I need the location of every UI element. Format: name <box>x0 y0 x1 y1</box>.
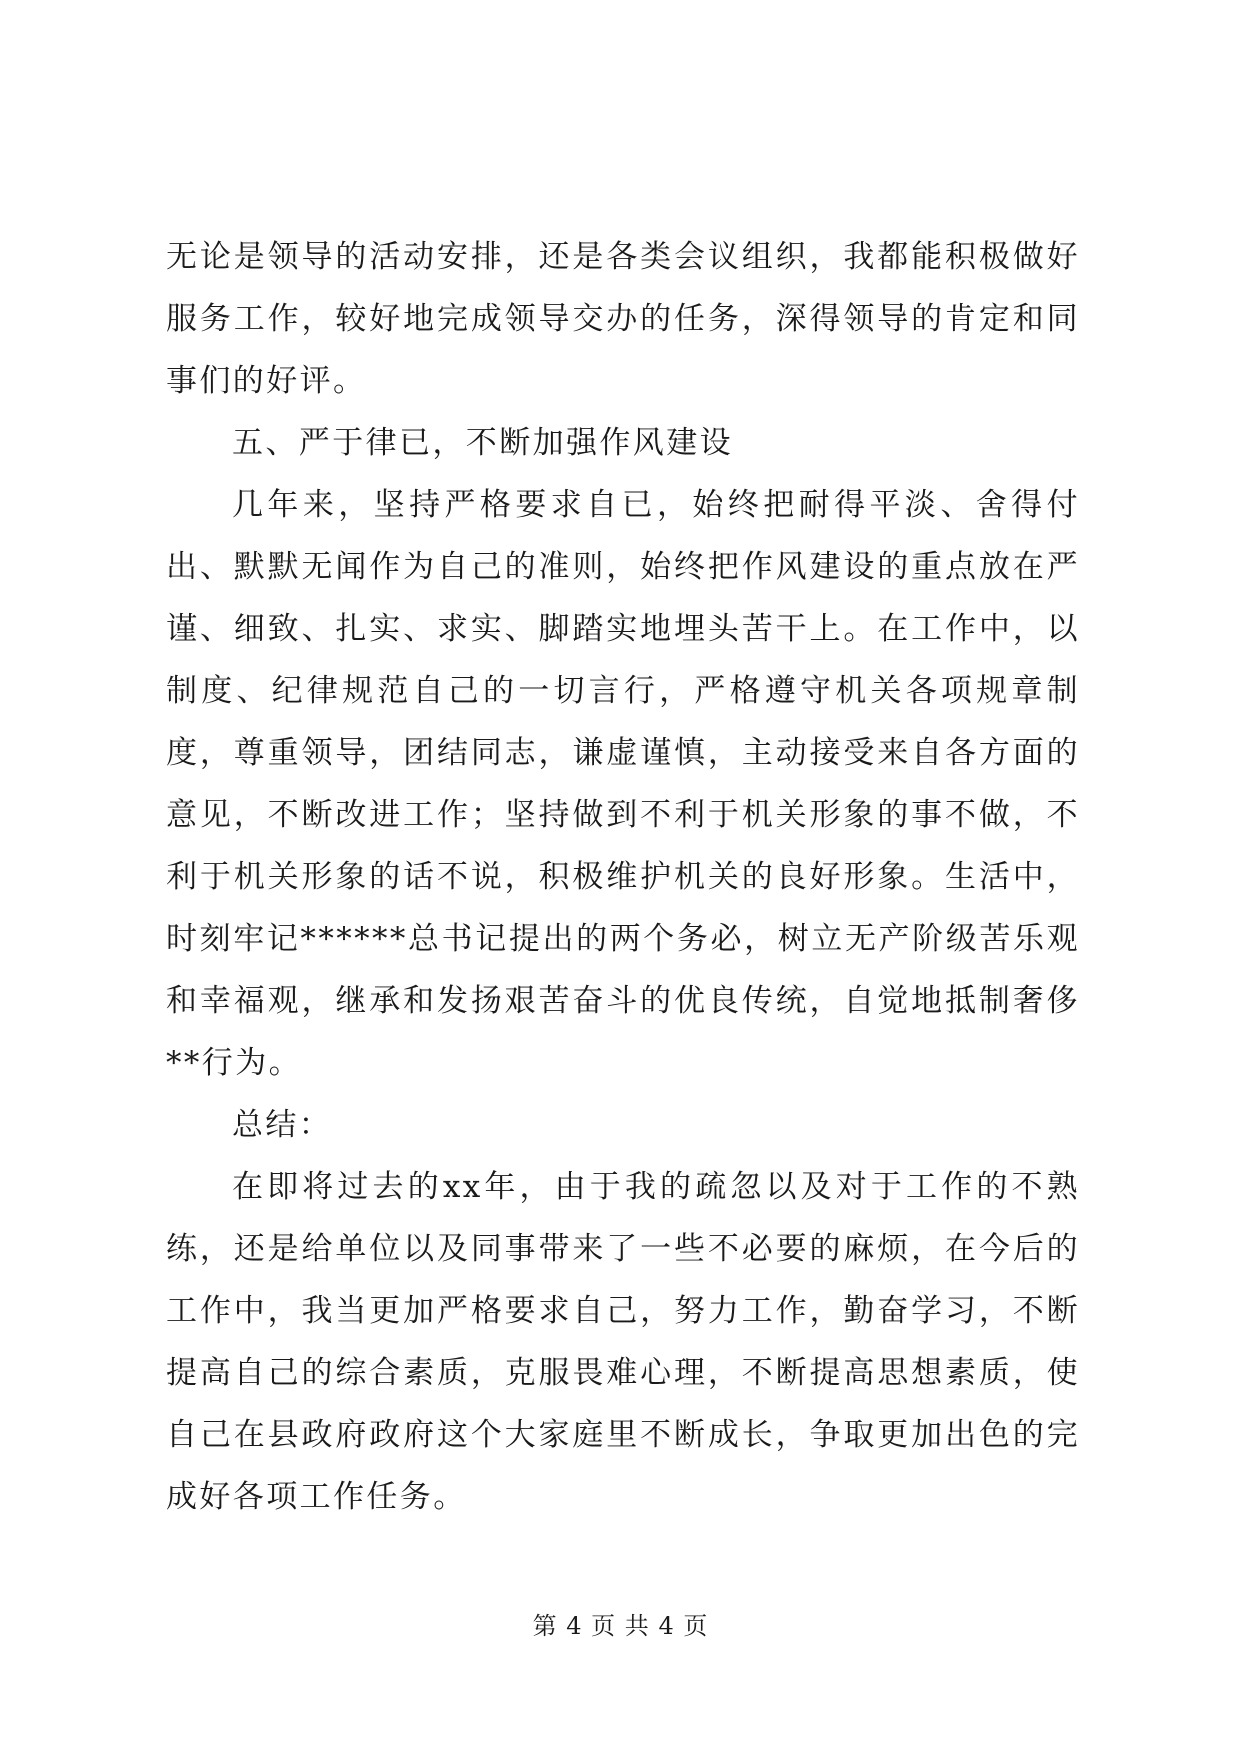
page-footer: 第 4 页 共 4 页 <box>532 1612 709 1640</box>
document-body <box>166 226 1080 1528</box>
paragraph-service-work: 无论是领导的活动安排，还是各类会议组织，我都能积极做好服务工作，较好地完成领导交办的任务，深得领导的肯定和同事们的好评。 <box>166 239 1080 399</box>
summary-heading: 总结： <box>232 1107 333 1143</box>
paragraph-summary: 在即将过去的xx年，由于我的疏忽以及对于工作的不熟练，还是给单位以及同事带来了一些不必要的麻烦，在今后的工作中，我当更加严格要求自己，努力工作，勤奋学习，不断提高自己的综合素质，克服畏难心理，不断提高思想素质，使自己在县政府政府这个大家庭里不断成长，争取更加出色的完成好各项工作任务。 <box>166 1169 1080 1515</box>
paragraph-work-style: 几年来，坚持严格要求自已，始终把耐得平淡、舍得付出、默默无闻作为自己的准则，始终把作风建设的重点放在严谨、细致、扎实、求实、脚踏实地埋头苦干上。在工作中，以制度、纪律规范自己的一切言行，严格遵守机关各项规章制度，尊重领导，团结同志，谦虚谨慎，主动接受来自各方面的意见，不断改进工作；坚持做到不利于机关形象的事不做，不利于机关形象的话不说，积极维护机关的良好形象。生活中，时刻牢记******总书记提出的两个务必，树立无产阶级苦乐观和幸福观，继承和发扬艰苦奋斗的优良传统，自觉地抵制奢侈**行为。 <box>166 487 1080 1081</box>
section-heading-five: 五、严于律已，不断加强作风建设 <box>232 425 733 461</box>
